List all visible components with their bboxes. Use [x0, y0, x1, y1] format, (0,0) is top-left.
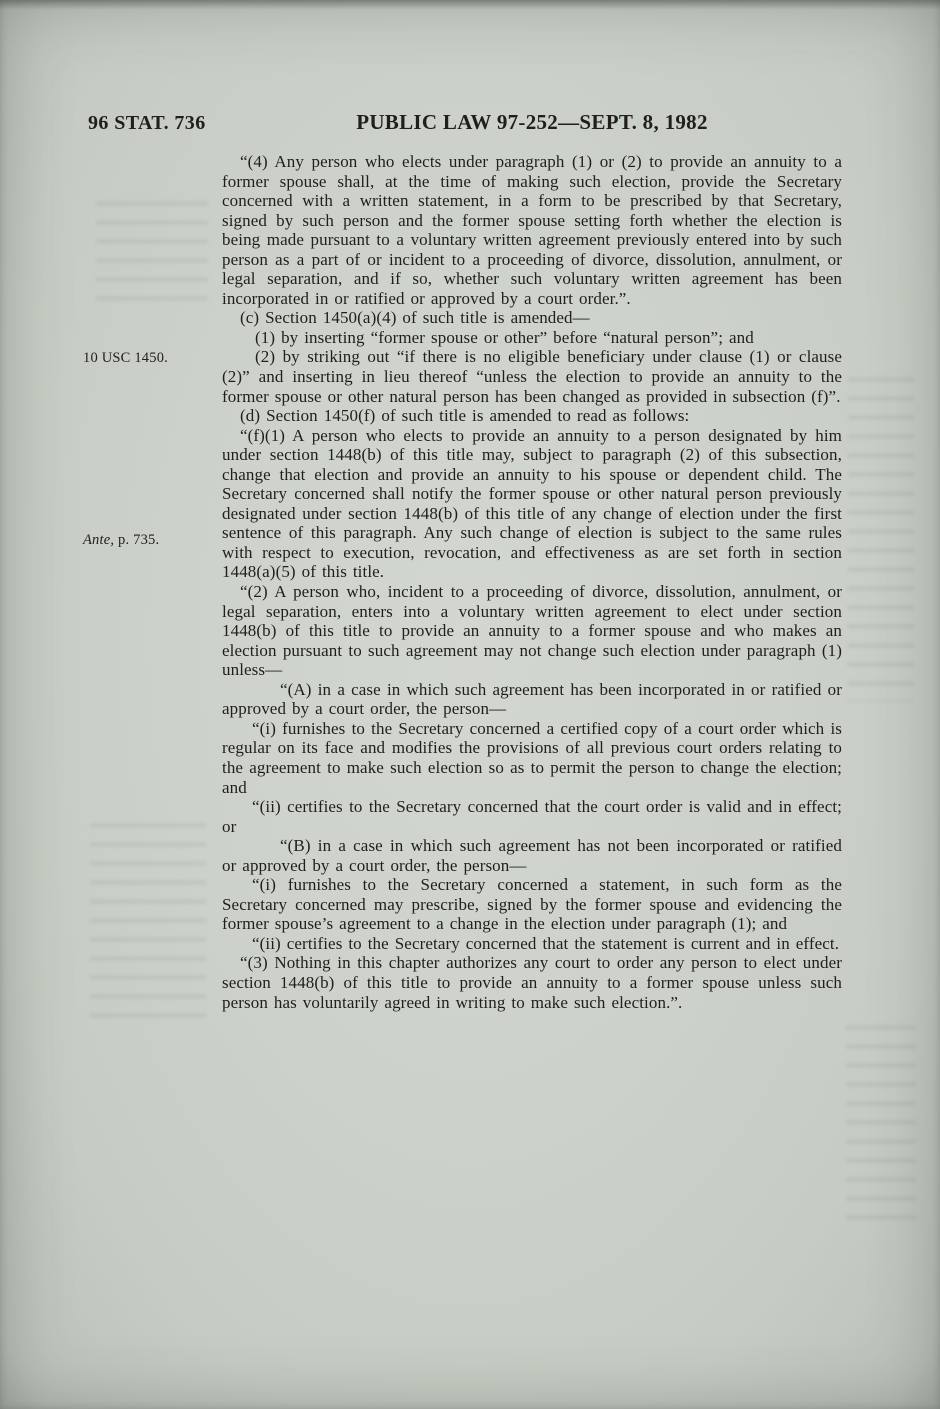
subparagraph-b: “(B) in a case in which such agreement has not been incorporated or ratified or approved by a court order, the person— — [222, 836, 842, 875]
clause-a-ii: “(ii) certifies to the Secretary concerned that the court order is valid and in effect; or — [222, 797, 842, 836]
clause-a-i: “(i) furnishes to the Secretary concerned a certified copy of a court order which is regular on its face and modifies the provisions of all previous court orders relating to the agreement to make such election so as to permit the person to change the election; and — [222, 718, 842, 797]
bleed-through-artifact — [90, 818, 206, 1028]
stat-page-number: 96 STAT. 736 — [88, 112, 206, 134]
margin-note-10-usc-1450: 10 USC 1450. — [83, 350, 168, 366]
ante-reference: Ante, — [83, 532, 115, 548]
paragraph-f-2: “(2) A person who, incident to a proceeding of divorce, dissolution, annulment, or legal separation, enters into a voluntary written agreement to elect under section 1448(b) of this title to provide an annuity to a former spouse and who makes an election pursuant to such agreement may not change such election under paragraph (1) unless— — [222, 582, 842, 680]
clause-c-1: (1) by inserting “former spouse or other” before “natural person”; and — [255, 327, 754, 347]
bleed-through-artifact — [846, 1020, 916, 1220]
subparagraph-a: “(A) in a case in which such agreement has been incorporated in or ratified or approved by a court order, the person— — [222, 679, 842, 719]
subsection-d: (d) Section 1450(f) of such title is amended to read as follows: — [240, 406, 690, 426]
scan-top-edge — [0, 0, 940, 10]
clause-c-2: (2) by striking out “if there is no eligible beneficiary under clause (1) or clause (2)” and inserting in lieu thereof “unless the election to provide an annuity to the former spouse or other natural person has been changed as provided in subsection (f)”. — [222, 347, 842, 406]
clause-b-ii: “(ii) certifies to the Secretary concerned that the statement is current and in effect. — [252, 933, 840, 953]
bleed-through-artifact — [848, 372, 914, 702]
paragraph-4: “(4) Any person who elects under paragraph (1) or (2) to provide an annuity to a former spouse shall, at the time of making such election, provide the Secretary concerned with a written statement, in a form to be prescribed by that Secretary, signed by such person and the former spouse setting forth whether the election is being made pursuant to a voluntary written agreement previously entered into by such person as a part of or incident to a proceeding of divorce, dissolution, annulment, or legal separation, and if so, whether such voluntary written agreement has been incorporated in or ratified or approved by a court order.”. — [222, 152, 842, 308]
margin-note-ante-p-735 — [83, 532, 215, 549]
public-law-heading: PUBLIC LAW 97-252—SEPT. 8, 1982 — [356, 110, 708, 134]
statute-body-text — [222, 152, 842, 1012]
ante-page-number: p. 735. — [114, 532, 160, 548]
subsection-c: (c) Section 1450(a)(4) of such title is amended— — [240, 308, 590, 328]
bleed-through-artifact — [96, 196, 208, 314]
paragraph-f-3: “(3) Nothing in this chapter authorizes any court to order any person to elect under section 1448(b) of this title to provide an annuity to a former spouse unless such person has voluntarily agreed in writing to make such election.”. — [222, 953, 842, 1012]
clause-b-i: “(i) furnishes to the Secretary concerned a statement, in such form as the Secretary concerned may prescribe, signed by the former spouse and evidencing the former spouse’s agreement to a change in the election under paragraph (1); and — [222, 875, 842, 934]
subsection-f-1: “(f)(1) A person who elects to provide an annuity to a person designated by him under section 1448(b) of this title may, subject to paragraph (2) of this subsection, change that election and provide an annuity to his spouse or dependent child. The Secretary concerned shall notify the former spouse or other natural person previously designated under section 1448(b) of this title of any change of election under the first sentence of this paragraph. Any such change of election is subject to the same rules with respect to execution, revocation, and effectiveness as are set forth in section 1448(a)(5) of this title. — [222, 425, 842, 582]
